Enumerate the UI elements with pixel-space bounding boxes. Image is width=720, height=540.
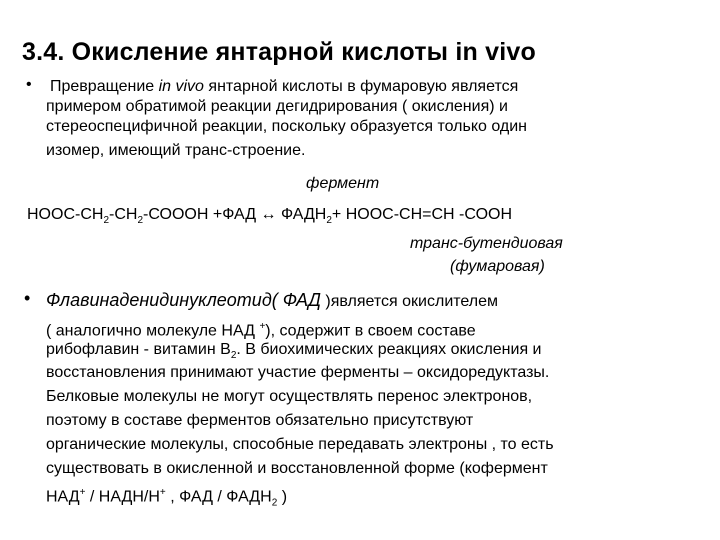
para2-l9-sup1: + [79, 487, 86, 498]
eq-sub-1: 2 [103, 215, 109, 227]
para2-l9-sup2: + [159, 487, 166, 498]
para2-l9-a: НАД [46, 488, 80, 506]
para2-l9-d: ) [277, 488, 288, 506]
para1-line1-text-a: Превращение [50, 78, 159, 95]
para2-line1-rest: )является окислителем [320, 293, 499, 310]
para1-line1-text-b: янтарной кислоты в фумаровую является [203, 78, 519, 95]
para2-l2-b: ), содержит в своем составе [265, 322, 476, 340]
para2-l9-c: , ФАД / ФАДН [165, 488, 272, 506]
para2-l3-a: рибофлавин - витамин В [46, 341, 231, 358]
para2-line8: существовать в окисленной и восстановленной форме (кофермент [46, 460, 548, 477]
product-name-2: (фумаровая) [450, 258, 545, 275]
para1-line4: изомер, имеющий транс-строение. [46, 142, 306, 159]
eq-part-c: -СОООН +ФАД ↔ ФАДН [143, 206, 327, 223]
reaction-equation [27, 206, 512, 226]
bullet-1: • [26, 76, 32, 93]
eq-sub-3: 2 [326, 215, 332, 227]
product-name-1: транс-бутендиовая [410, 235, 563, 252]
eq-sub-2: 2 [137, 215, 143, 227]
para2-line4: восстановления принимают участие ферменты – оксидоредуктазы. [46, 364, 550, 381]
para2-line5: Белковые молекулы не могут осуществлять перенос электронов, [46, 388, 533, 405]
para1-line1 [50, 78, 518, 96]
para2-l3-sub: 2 [230, 350, 237, 362]
para2-line2 [46, 318, 476, 340]
para2-l3-b: . В биохимических реакциях окисления и [236, 341, 542, 358]
enzyme-label: фермент [306, 175, 380, 192]
para2-line1 [46, 290, 498, 311]
para2-l9-sub: 2 [271, 497, 278, 509]
para2-l2-sup: + [259, 321, 266, 332]
para2-line7: органические молекулы, способные передавать электроны , то есть [46, 436, 554, 453]
eq-part-d: + НООС-СН=СН -СООН [331, 206, 513, 223]
para2-line6: поэтому в составе ферментов обязательно присутствуют [46, 412, 474, 429]
para2-line9 [46, 484, 287, 513]
para1-in-vivo: in vivo [158, 78, 204, 95]
para1-line2: примером обратимой реакции дегидрирования ( окисления) и [46, 98, 508, 115]
para2-l2-a: ( аналогично молекуле НАД [46, 322, 260, 340]
fad-definition: Флавинаденидинуклеотид( ФАД [46, 290, 321, 310]
para2-line3 [46, 341, 542, 365]
para2-l9-b: / НАДН/Н [85, 488, 160, 506]
eq-part-b: -СН [109, 206, 138, 223]
bullet-2: • [24, 288, 31, 308]
page-title: 3.4. Окисление янтарной кислоты in vivo [22, 38, 536, 66]
eq-part-a: НООС-СН [27, 206, 104, 223]
para1-line3: стереоспецифичной реакции, поскольку образуется только один [46, 118, 527, 135]
